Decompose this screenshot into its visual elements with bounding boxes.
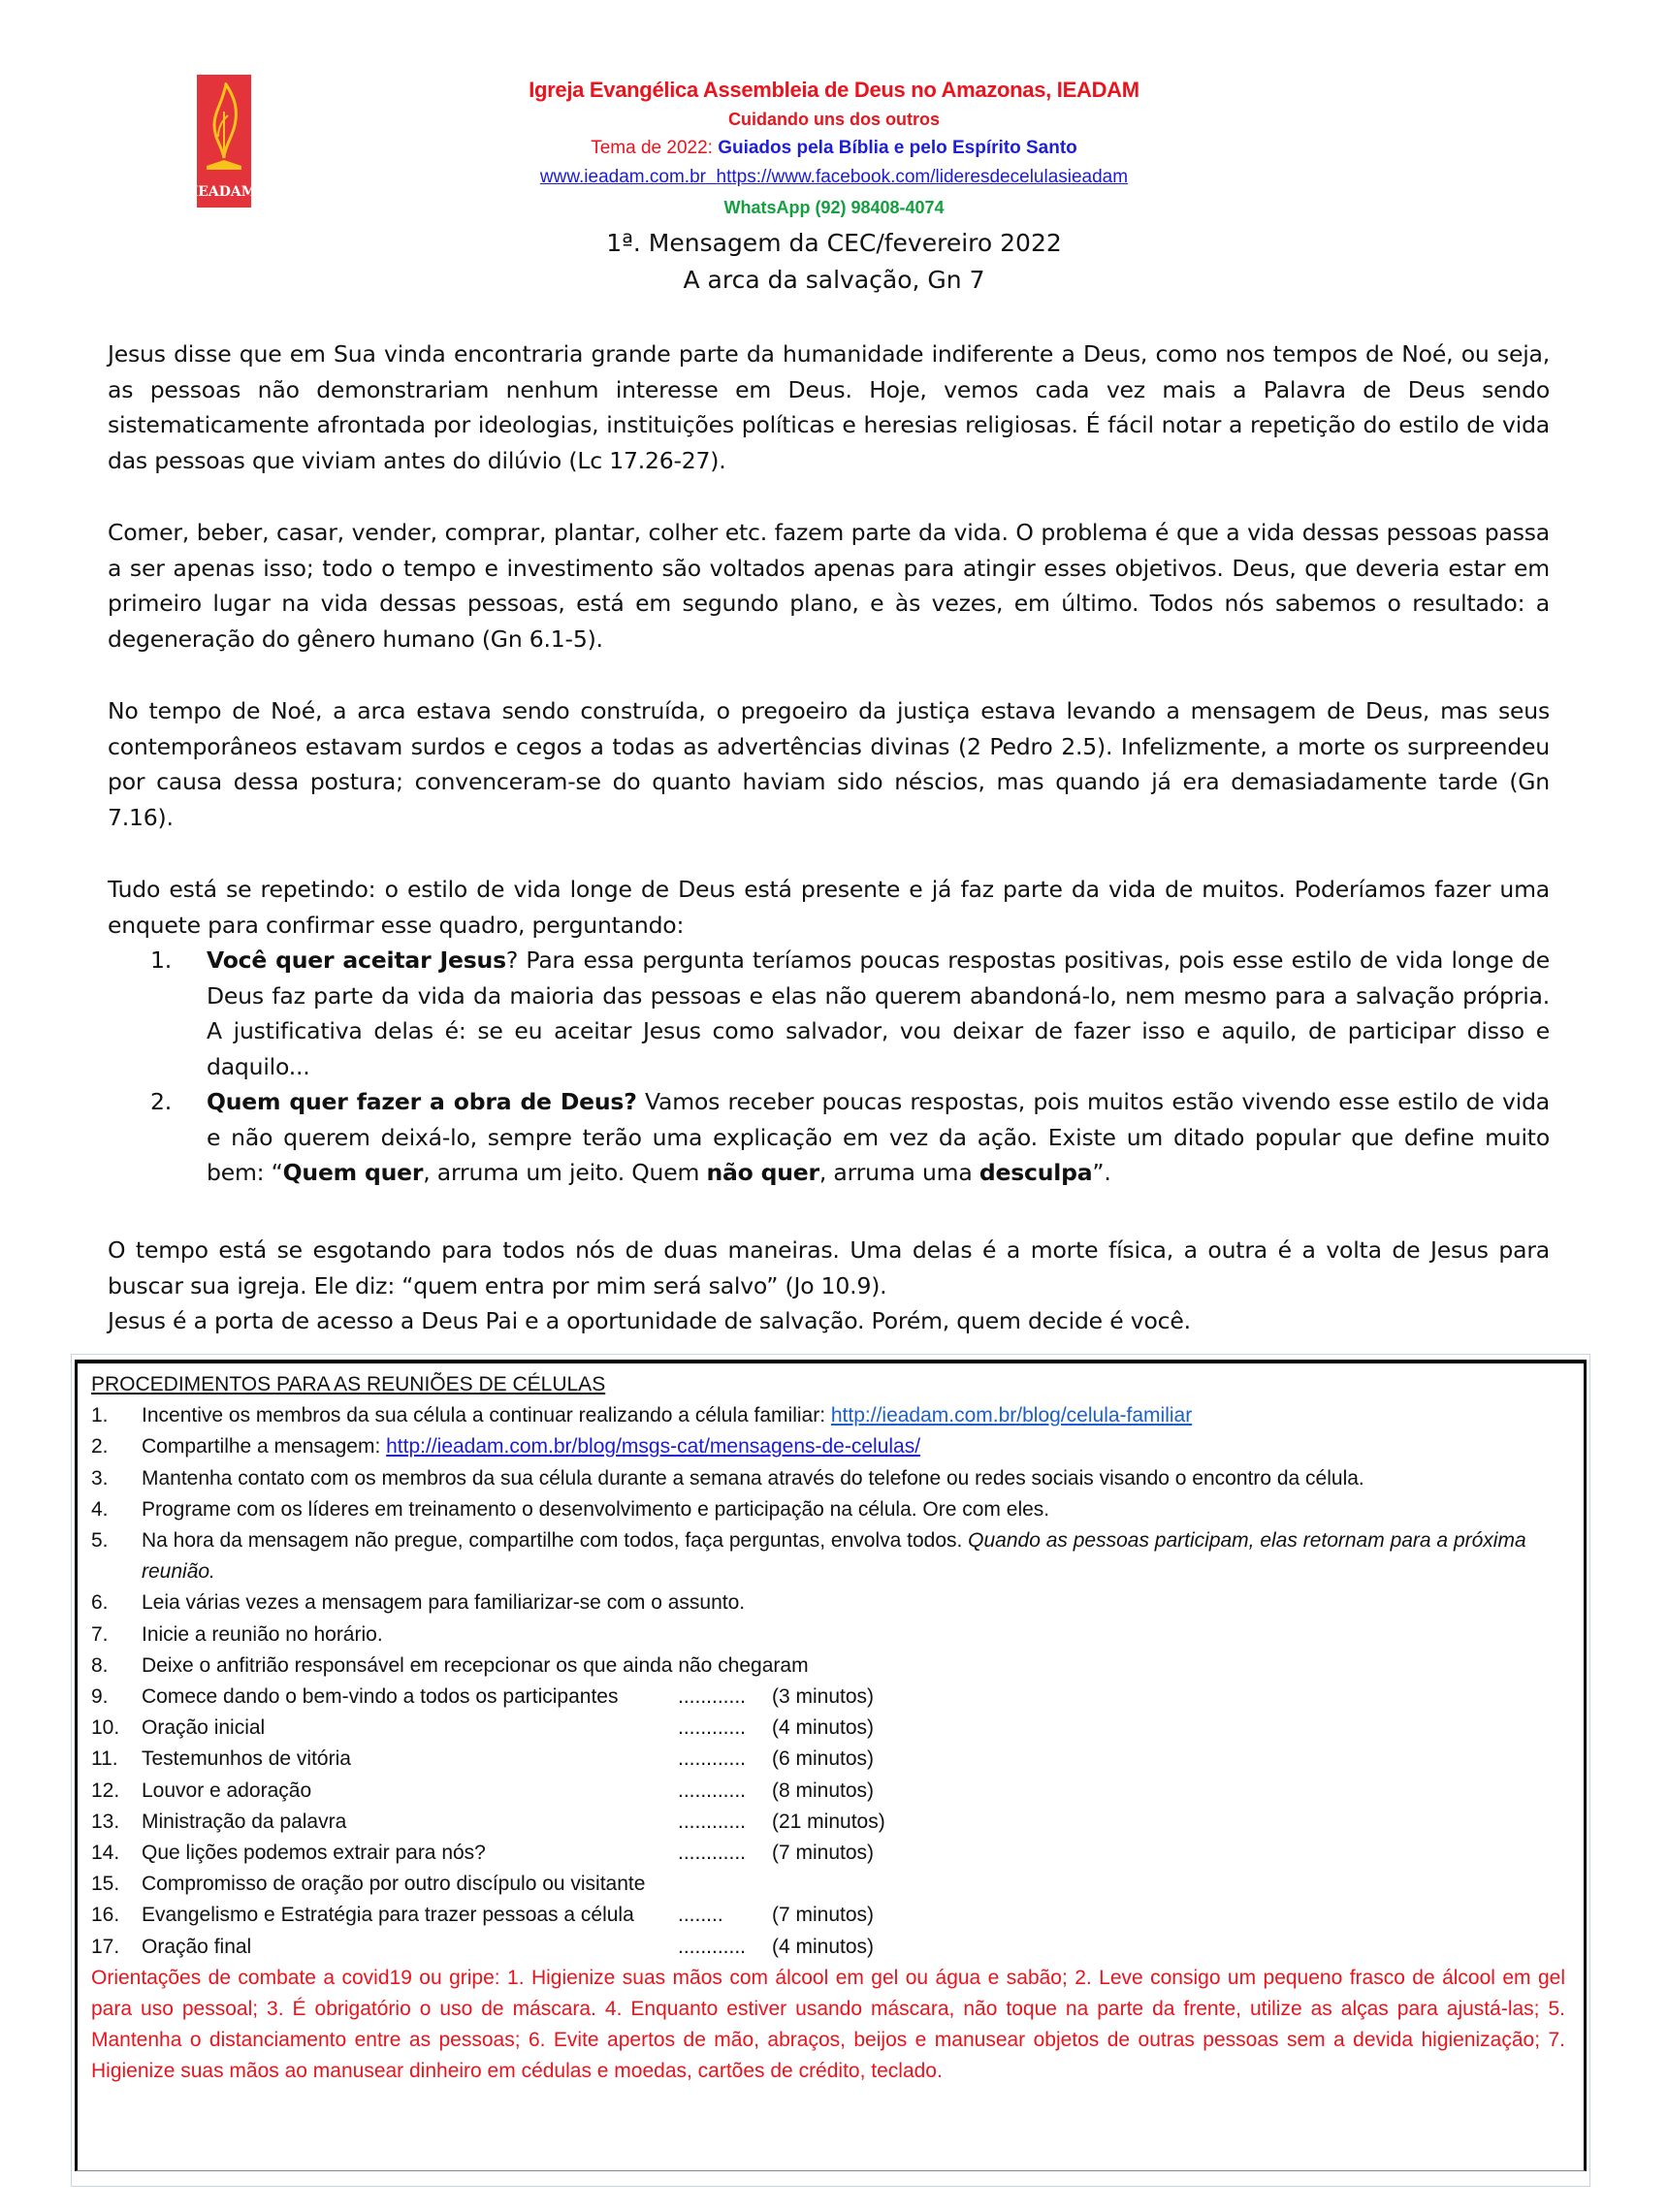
question-bold: Quem quer fazer a obra de Deus? <box>207 1088 637 1115</box>
whatsapp-contact: WhatsApp (92) 98408-4074 <box>723 198 945 217</box>
procedure-label: Comece dando o bem-vindo a todos os participantes <box>142 1685 619 1709</box>
procedure-link[interactable]: http://ieadam.com.br/blog/celula-familiar <box>830 1404 1193 1427</box>
procedure-label: Ministração da palavra <box>142 1810 347 1833</box>
logo-text: IEADAM <box>191 184 257 200</box>
procedure-item <box>91 1900 1575 1931</box>
procedure-number: 6. <box>91 1591 109 1615</box>
procedure-number: 7. <box>91 1622 109 1646</box>
procedure-label: Incentive os membros da sua célula a continuar realizando a célula familiar: <box>142 1404 831 1427</box>
procedure-label: Oração final <box>142 1935 252 1958</box>
procedure-duration: (7 minutos) <box>772 1842 875 1865</box>
procedure-item <box>91 1869 1575 1900</box>
procedure-number: 1. <box>91 1404 109 1427</box>
procedure-duration: (8 minutos) <box>772 1779 875 1802</box>
procedure-number: 15. <box>91 1873 120 1896</box>
covid-guidelines: Orientações de combate a covid19 ou gripe: 1. Higienize suas mãos com álcool em gel ou água e sabão; 2. Leve consigo um pequeno frasco de álcool em gel para uso pessoal; 3. É obrigatório o uso de máscara. 4. Enquanto estiver usando máscara, não toque na parte da frente, utilize as alças para ajustá-las; 5. Mantenha o distanciamento entre as pessoas; 6. Evite apertos de mão, abraços, beijos e manusear objetos de outras pessoas sem a devida higienização; 7. Higienize suas mãos ao manusear dinheiro em cédulas e moedas, cartões de crédito, teclado. <box>91 1966 1565 2083</box>
procedure-dots: ............ <box>678 1810 747 1833</box>
question-body: Vamos receber poucas respostas, pois muitos estão vivendo esse estilo de vida e não querem deixá-lo, sempre terão uma explicação em vez da ação. Existe um ditado popular que define muito bem: “ <box>207 1088 1550 1186</box>
procedure-text <box>142 1744 1575 1775</box>
procedure-text <box>142 1807 1575 1838</box>
paragraph-repeating: Tudo está se repetindo: o estilo de vida longe de Deus está presente e já faz parte da vida de muitos. Poderíamos fazer uma enquete para confirmar esse quadro, perguntando: <box>108 876 1550 939</box>
procedure-label: Deixe o anfitrião responsável em recepcionar os que ainda não chegaram <box>142 1653 809 1677</box>
quote-end: ”. <box>1092 1159 1111 1186</box>
quote-bold: não quer <box>706 1159 819 1186</box>
procedure-text <box>142 1713 1575 1744</box>
paragraph-intro: Jesus disse que em Sua vinda encontraria grande parte da humanidade indiferente a Deus, como nos tempos de Noé, ou seja, as pessoas não demonstrariam nenhum interesse em Deus. Hoje, vemos cada vez mais a Palavra de Deus sendo sistematicamente afrontada por ideologias, instituições políticas e heresias religiosas. É fácil notar a repetição do estilo de vida das pessoas que viviam antes do dilúvio (Lc 17.26-27). <box>108 340 1550 474</box>
procedure-italic-note: Quando as pessoas participam, elas retornam para a próxima reunião. <box>142 1529 1526 1584</box>
procedure-dots: ............ <box>678 1716 747 1740</box>
question-list <box>150 943 1550 1191</box>
question-number: 2. <box>150 1088 173 1115</box>
question-bold: Você quer aceitar Jesus <box>207 946 506 974</box>
quote-bold: Quem quer <box>282 1159 424 1186</box>
procedure-dots: ............ <box>678 1747 747 1771</box>
procedure-item <box>91 1682 1575 1713</box>
conclusion-line-1: O tempo está se esgotando para todos nós de duas maneiras. Uma delas é a morte física, a outra é a volta de Jesus para buscar sua igreja. Ele diz: “quem entra por mim será salvo” (Jo 10.9). <box>108 1236 1550 1299</box>
question-item <box>150 1084 1550 1191</box>
procedure-text <box>142 1682 1575 1713</box>
theme-prefix: Tema de 2022: <box>591 138 719 158</box>
procedure-label: Compartilhe a mensagem: <box>142 1435 387 1459</box>
procedure-text <box>142 1619 1575 1651</box>
quote-text: , arruma uma <box>818 1159 979 1186</box>
procedures-title: PROCEDIMENTOS PARA AS REUNIÕES DE CÉLULAS <box>91 1373 606 1395</box>
procedure-text <box>142 1463 1575 1494</box>
procedure-label: Louvor e adoração <box>142 1779 312 1802</box>
procedure-number: 4. <box>91 1497 109 1521</box>
procedure-label: Evangelismo e Estratégia para trazer pessoas a célula <box>142 1904 634 1927</box>
conclusion-line-2: Jesus é a porta de acesso a Deus Pai e a oportunidade de salvação. Porém, quem decide é você. <box>108 1307 1191 1334</box>
procedures-content <box>91 1369 1575 2088</box>
procedure-number: 3. <box>91 1466 109 1490</box>
question-item <box>150 943 1550 1084</box>
procedure-text <box>142 1869 1575 1900</box>
procedure-number: 14. <box>91 1842 120 1865</box>
procedure-label: Na hora da mensagem não pregue, compartilhe com todos, faça perguntas, envolva todos. <box>142 1529 969 1553</box>
facebook-link[interactable]: https://www.facebook.com/lideresdecelulasieadam <box>716 167 1129 187</box>
procedure-item <box>91 1713 1575 1744</box>
procedure-text <box>142 1838 1575 1869</box>
procedure-number: 8. <box>91 1653 109 1677</box>
procedure-duration: (3 minutos) <box>772 1685 875 1709</box>
procedure-item <box>91 1431 1575 1462</box>
paragraph-noah: No tempo de Noé, a arca estava sendo construída, o pregoeiro da justiça estava levando a mensagem de Deus, mas seus contemporâneos estavam surdos e cegos a todas as advertências divinas (2 Pedro 2.5). Infelizmente, a morte os surpreendeu por causa dessa postura; convenceram-se do quanto haviam sido néscios, mas quando já era demasiadamente tarde (Gn 7.16). <box>108 697 1550 831</box>
procedure-dots: ........ <box>678 1904 723 1927</box>
procedure-label: Programe com os líderes em treinamento o desenvolvimento e participação na célula. Ore com eles. <box>142 1497 1050 1521</box>
procedure-item <box>91 1776 1575 1807</box>
procedure-number: 11. <box>91 1747 118 1771</box>
procedure-item <box>91 1463 1575 1494</box>
question-number: 1. <box>150 946 173 974</box>
procedure-duration: (6 minutos) <box>772 1747 875 1771</box>
procedure-dots: ............ <box>678 1842 747 1865</box>
procedure-item <box>91 1587 1575 1619</box>
procedure-text <box>142 1776 1575 1807</box>
procedure-duration: (4 minutos) <box>772 1716 875 1740</box>
website-link[interactable]: www.ieadam.com.br <box>539 167 706 187</box>
procedure-number: 9. <box>91 1685 109 1709</box>
question-text <box>207 943 1550 1084</box>
procedure-label: Oração inicial <box>142 1716 266 1740</box>
paragraph-conclusion <box>108 1233 1550 1339</box>
question-text <box>207 1084 1550 1191</box>
procedure-dots: ............ <box>678 1935 747 1958</box>
header-links <box>0 167 1668 188</box>
procedure-number: 13. <box>91 1810 120 1833</box>
procedure-text <box>142 1494 1575 1525</box>
procedure-dots: ............ <box>678 1779 747 1802</box>
quote-bold: desculpa <box>978 1159 1093 1186</box>
procedure-item <box>91 1838 1575 1869</box>
procedure-link[interactable]: http://ieadam.com.br/blog/msgs-cat/mensagens-de-celulas/ <box>386 1435 921 1459</box>
year-theme <box>0 138 1668 159</box>
procedure-label: Leia várias vezes a mensagem para familiarizar-se com o assunto. <box>142 1591 746 1615</box>
procedure-number: 2. <box>91 1435 109 1459</box>
procedure-item <box>91 1400 1575 1431</box>
procedure-label: Mantenha contato com os membros da sua célula durante a semana através do telefone ou redes sociais visando o encontro da célula. <box>142 1466 1364 1490</box>
procedure-text <box>142 1900 1575 1931</box>
procedure-label: Compromisso de oração por outro discípulo ou visitante <box>142 1873 646 1896</box>
procedure-item <box>91 1525 1575 1587</box>
procedure-number: 12. <box>91 1779 120 1802</box>
organization-motto: Cuidando uns dos outros <box>728 110 940 129</box>
organization-name: Igreja Evangélica Assembleia de Deus no Amazonas, IEADAM <box>529 78 1139 102</box>
procedure-item <box>91 1744 1575 1775</box>
link-spacer <box>706 167 717 187</box>
procedure-label: Que lições podemos extrair para nós? <box>142 1842 486 1865</box>
procedure-dots: ............ <box>678 1685 747 1709</box>
procedure-text <box>142 1587 1575 1619</box>
procedure-number: 10. <box>91 1716 120 1740</box>
message-title: A arca da salvação, Gn 7 <box>683 266 985 294</box>
procedure-text <box>142 1932 1575 1963</box>
procedure-text <box>142 1431 1575 1462</box>
procedure-duration: (7 minutos) <box>772 1904 875 1927</box>
procedure-item <box>91 1619 1575 1651</box>
procedures-list <box>91 1400 1575 1963</box>
procedure-label: Testemunhos de vitória <box>142 1747 351 1771</box>
question-body: ? Para essa pergunta teríamos poucas respostas positivas, pois esse estilo de vida longe de Deus faz parte da vida da maioria das pessoas e elas não querem abandoná-lo, nem mesmo para a salvação própria. A justificativa delas é: se eu aceitar Jesus como salvador, vou deixar de fazer isso e aquilo, de participar disso e daquilo... <box>207 946 1550 1080</box>
procedure-item <box>91 1932 1575 1963</box>
paragraph-life: Comer, beber, casar, vender, comprar, plantar, colher etc. fazem parte da vida. O problema é que a vida dessas pessoas passa a ser apenas isso; todo o tempo e investimento são voltados apenas para atingir esses objetivos. Deus, que deveria estar em primeiro lugar na vida dessas pessoas, está em segundo plano, e às vezes, em último. Todos nós sabemos o resultado: a degeneração do gênero humano (Gn 6.1-5). <box>108 519 1550 653</box>
procedure-item <box>91 1651 1575 1682</box>
procedure-item <box>91 1807 1575 1838</box>
procedure-text <box>142 1400 1575 1431</box>
procedure-text <box>142 1651 1575 1682</box>
procedure-number: 16. <box>91 1904 120 1927</box>
procedure-number: 17. <box>91 1935 120 1958</box>
quote-text: , arruma um jeito. Quem <box>423 1159 707 1186</box>
procedure-item <box>91 1494 1575 1525</box>
procedure-number: 5. <box>91 1529 109 1553</box>
procedure-duration: (4 minutos) <box>772 1935 875 1958</box>
theme-text: Guiados pela Bíblia e pelo Espírito Santo <box>718 138 1077 158</box>
procedure-text <box>142 1525 1575 1587</box>
procedure-label: Inicie a reunião no horário. <box>142 1622 383 1646</box>
procedure-duration: (21 minutos) <box>772 1810 885 1833</box>
message-number: 1ª. Mensagem da CEC/fevereiro 2022 <box>606 229 1062 257</box>
